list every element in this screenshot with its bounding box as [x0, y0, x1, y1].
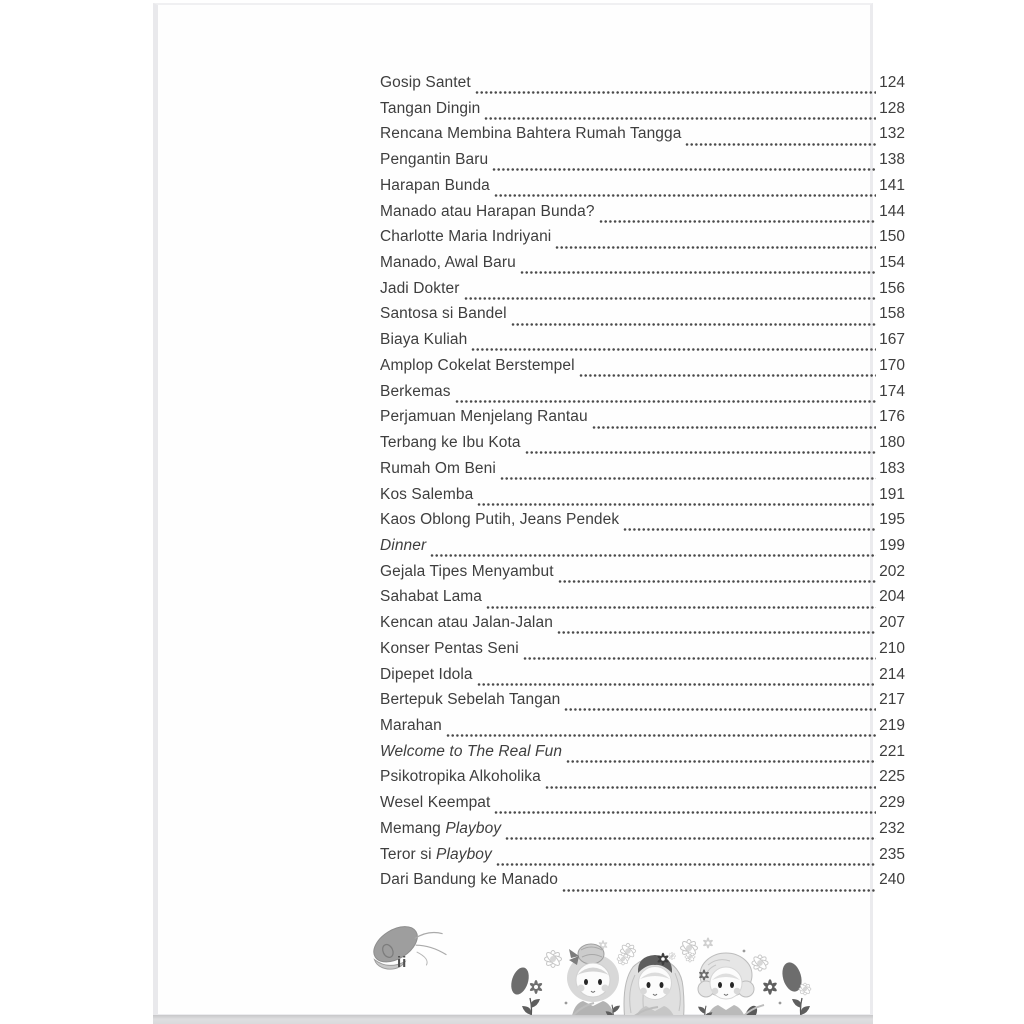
toc-entry-page-number: 221: [879, 742, 905, 760]
toc-entry-title: Rencana Membina Bahtera Rumah Tangga: [380, 125, 682, 143]
toc-entry: [380, 691, 905, 717]
toc-entry: [380, 563, 905, 589]
toc-entry: [380, 331, 905, 357]
toc-entry-page-number: 128: [879, 99, 905, 117]
toc-entry-title: Sahabat Lama: [380, 588, 483, 606]
toc-entry: [380, 383, 905, 409]
toc-entry-title: Manado atau Harapan Bunda?: [380, 202, 595, 220]
toc-entry-page-number: 229: [879, 794, 905, 812]
toc-entry-page-number: 207: [879, 614, 905, 632]
toc-entry: [380, 666, 905, 692]
toc-entry-page-number: 214: [879, 665, 905, 683]
toc-dot-leader: [557, 630, 876, 635]
toc-entry-title: Berkemas: [380, 382, 451, 400]
toc-entry: [380, 486, 905, 512]
toc-entry-page-number: 180: [879, 434, 905, 452]
toc-dot-leader: [500, 476, 876, 481]
toc-entry-page-number: 235: [879, 845, 905, 863]
toc-entry: [380, 820, 905, 846]
toc-entry-title: Pengantin Baru: [380, 151, 489, 169]
toc-dot-leader: [484, 116, 876, 121]
toc-dot-leader: [446, 733, 876, 738]
toc-entry: [380, 280, 905, 306]
toc-dot-leader: [464, 296, 877, 301]
toc-entry-title: Konser Pentas Seni: [380, 639, 519, 657]
toc-entry-title: Marahan: [380, 716, 442, 734]
toc-entry: [380, 434, 905, 460]
toc-dot-leader: [492, 167, 876, 172]
toc-entry: [380, 846, 905, 872]
toc-dot-leader: [496, 862, 876, 867]
toc-dot-leader: [471, 347, 876, 352]
toc-dot-leader: [566, 759, 876, 764]
toc-entry: [380, 408, 905, 434]
toc-entry-page-number: 138: [879, 151, 905, 169]
toc-entry-page-number: 232: [879, 819, 905, 837]
toc-entry-title: Bertepuk Sebelah Tangan: [380, 691, 561, 709]
toc-entry: [380, 743, 905, 769]
toc-dot-leader: [455, 399, 877, 404]
toc-dot-leader: [525, 450, 876, 455]
toc-entry-title: Kos Salemba: [380, 485, 474, 503]
toc-entry-title: Dipepet Idola: [380, 665, 473, 683]
toc-entry-page-number: 167: [879, 331, 905, 349]
toc-dot-leader: [579, 373, 877, 378]
toc-entry: [380, 254, 905, 280]
toc-dot-leader: [623, 527, 876, 532]
toc-entry-page-number: 217: [879, 691, 905, 709]
toc-entry-page-number: 240: [879, 871, 905, 889]
toc-dot-leader: [592, 425, 876, 430]
toc-dot-leader: [430, 553, 876, 558]
toc-dot-leader: [523, 656, 876, 661]
toc-entry-title: Amplop Cokelat Berstempel: [380, 356, 575, 374]
folio-page-number: ii: [397, 954, 408, 971]
toc-entry: [380, 305, 905, 331]
toc-entry-title: Kaos Oblong Putih, Jeans Pendek: [380, 511, 620, 529]
toc-dot-leader: [477, 682, 876, 687]
toc-entry-title: Memang Playboy: [380, 819, 502, 837]
toc-entry-page-number: 204: [879, 588, 905, 606]
scan-bottom-shadow: [153, 1015, 873, 1024]
toc-entry-page-number: 170: [879, 356, 905, 374]
toc-entry: [380, 125, 905, 151]
toc-dot-leader: [486, 605, 876, 610]
toc-entry-title: Santosa si Bandel: [380, 305, 507, 323]
toc-entry-page-number: 132: [879, 125, 905, 143]
toc-entry-title: Wesel Keempat: [380, 794, 491, 812]
toc-entry-page-number: 124: [879, 74, 905, 91]
toc-entry-title: Terbang ke Ibu Kota: [380, 434, 521, 452]
toc-entry-page-number: 158: [879, 305, 905, 323]
toc-dot-leader: [475, 90, 876, 95]
toc-entry-title: Psikotropika Alkoholika: [380, 768, 541, 786]
toc-entry: [380, 588, 905, 614]
toc-dot-leader: [494, 193, 876, 198]
toc-dot-leader: [494, 810, 876, 815]
table-of-contents: [380, 74, 905, 897]
toc-dot-leader: [562, 888, 876, 893]
toc-entry-title: Tangan Dingin: [380, 99, 481, 117]
toc-entry-page-number: 219: [879, 716, 905, 734]
toc-entry: [380, 794, 905, 820]
toc-entry: [380, 177, 905, 203]
toc-dot-leader: [511, 322, 876, 327]
three-girls-with-flowers-illustration: [508, 937, 820, 1022]
toc-entry-page-number: 154: [879, 254, 905, 272]
toc-dot-leader: [545, 785, 876, 790]
toc-entry-title: Perjamuan Menjelang Rantau: [380, 408, 588, 426]
toc-entry: [380, 460, 905, 486]
toc-entry: [380, 100, 905, 126]
toc-entry: [380, 614, 905, 640]
toc-entry-page-number: 174: [879, 382, 905, 400]
toc-entry-page-number: 199: [879, 536, 905, 554]
toc-dot-leader: [477, 502, 876, 507]
book-page: [153, 3, 905, 1016]
toc-entry-page-number: 183: [879, 459, 905, 477]
toc-entry-title: Teror si Playboy: [380, 845, 492, 863]
toc-entry-page-number: 225: [879, 768, 905, 786]
toc-dot-leader: [564, 707, 876, 712]
toc-dot-leader: [599, 219, 877, 224]
toc-entry-title: Rumah Om Beni: [380, 459, 496, 477]
toc-entry-page-number: 202: [879, 562, 905, 580]
toc-entry: [380, 768, 905, 794]
toc-entry-page-number: 191: [879, 485, 905, 503]
toc-entry-title: Biaya Kuliah: [380, 331, 468, 349]
toc-entry-title: Harapan Bunda: [380, 176, 490, 194]
toc-entry-page-number: 150: [879, 228, 905, 246]
toc-entry: [380, 871, 905, 897]
toc-entry: [380, 74, 905, 100]
toc-entry: [380, 511, 905, 537]
toc-entry: [380, 203, 905, 229]
toc-entry: [380, 151, 905, 177]
toc-entry-page-number: 195: [879, 511, 905, 529]
toc-entry-page-number: 210: [879, 639, 905, 657]
toc-entry: [380, 357, 905, 383]
toc-entry-page-number: 156: [879, 279, 905, 297]
toc-entry-title: Manado, Awal Baru: [380, 254, 516, 272]
toc-entry-page-number: 176: [879, 408, 905, 426]
toc-entry: [380, 640, 905, 666]
toc-dot-leader: [520, 270, 876, 275]
toc-entry: [380, 537, 905, 563]
toc-entry-title: Dinner: [380, 536, 427, 554]
toc-entry: [380, 228, 905, 254]
toc-entry-page-number: 141: [879, 176, 905, 194]
toc-dot-leader: [558, 579, 876, 584]
toc-dot-leader: [505, 836, 876, 841]
toc-entry: [380, 717, 905, 743]
toc-entry-title: Gosip Santet: [380, 74, 471, 91]
toc-entry-title: Charlotte Maria Indriyani: [380, 228, 552, 246]
toc-entry-title: Dari Bandung ke Manado: [380, 871, 558, 889]
toc-dot-leader: [685, 142, 876, 147]
toc-entry-title: Kencan atau Jalan-Jalan: [380, 614, 553, 632]
butterfly-icon: [361, 925, 457, 975]
toc-entry-title: Gejala Tipes Menyambut: [380, 562, 554, 580]
toc-dot-leader: [555, 245, 876, 250]
toc-entry-title: Jadi Dokter: [380, 279, 460, 297]
toc-entry-title: Welcome to The Real Fun: [380, 742, 563, 760]
toc-entry-page-number: 144: [879, 202, 905, 220]
